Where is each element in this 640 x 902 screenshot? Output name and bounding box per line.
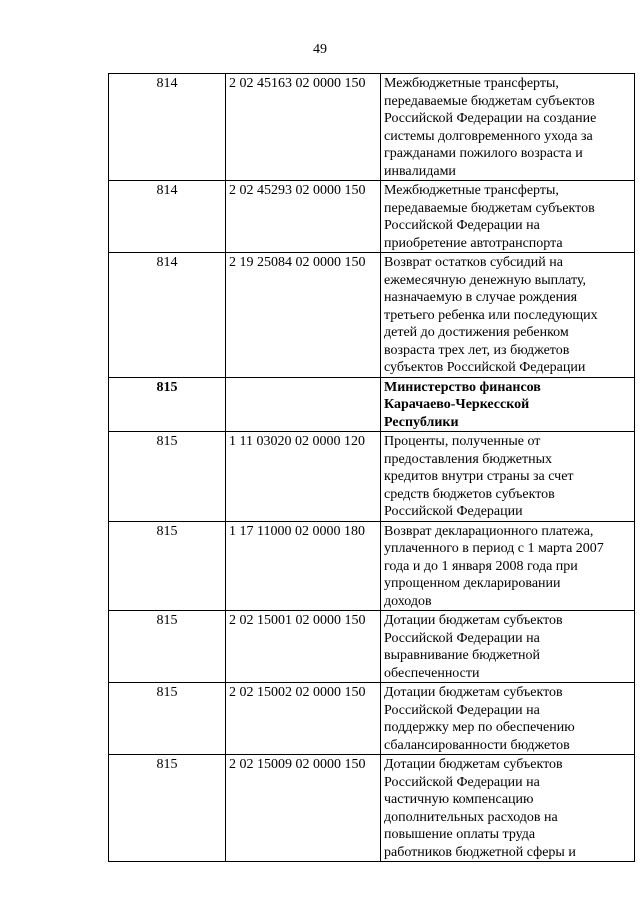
description-line: повышение оплаты труда [384,827,536,842]
description-line: Российской Федерации на создание [384,111,597,126]
budget-classification-code-cell: 1 17 11000 02 0000 180 [226,521,381,611]
description-line: доходов [384,593,432,609]
description-line: поддержку мер по обеспечению [384,720,575,735]
page-number: 49 [313,42,327,57]
description-line: Дотации бюджетам субъектов [384,685,563,700]
budget-classification-code-cell: 2 02 15009 02 0000 150 [226,755,381,862]
description-cell [381,181,635,253]
description-line: Российской Федерации [384,504,523,519]
admin-code-cell: 815 [109,521,226,611]
description-line: предоставления бюджетных [384,451,552,467]
description-line: сбалансированности бюджетов [384,737,570,753]
table-row [109,432,635,522]
description-line: средств бюджетов субъектов [384,486,555,502]
table-row [109,181,635,253]
description-cell [381,683,635,755]
table-row [109,611,635,683]
description-line: выравнивание бюджетной [384,648,540,663]
description-line: инвалидами [384,163,456,179]
description-line: Возврат остатков субсидий на [384,255,563,270]
description-line: работников бюджетной сферы и [384,844,576,860]
description-line: приобретение автотранспорта [384,235,563,251]
revenue-code-table [108,73,635,862]
table-row [109,377,635,432]
description-line: субъектов Российской Федерации [384,360,586,375]
description-cell [381,755,635,862]
description-line: дополнительных расходов на [384,809,558,825]
description-line: Дотации бюджетам субъектов [384,757,563,772]
budget-classification-code-cell: 2 02 45293 02 0000 150 [226,181,381,253]
budget-classification-code-cell: 2 19 25084 02 0000 150 [226,253,381,378]
admin-code-cell: 815 [109,377,226,432]
description-line: третьего ребенка или последующих [384,307,598,323]
description-cell [381,521,635,611]
description-line: Карачаево-Черкесской [384,397,530,412]
table-row [109,683,635,755]
description-line: Дотации бюджетам субъектов [384,613,563,628]
description-line: уплаченного в период с 1 марта 2007 [384,541,604,556]
description-cell [381,377,635,432]
budget-classification-code-cell: 2 02 15001 02 0000 150 [226,611,381,683]
budget-classification-code-cell: 2 02 15002 02 0000 150 [226,683,381,755]
admin-code-cell: 814 [109,74,226,181]
description-line: Межбюджетные трансферты, [384,183,559,198]
description-line: Возврат декларационного платежа, [384,523,594,539]
description-line: Межбюджетные трансферты, [384,76,559,91]
description-line: системы долговременного ухода за [384,128,593,144]
table-body [109,74,635,862]
description-line: Российской Федерации на [384,774,540,790]
admin-code-cell: 815 [109,683,226,755]
table-row [109,253,635,378]
budget-classification-code-cell [226,377,381,432]
admin-code-cell: 814 [109,181,226,253]
table-row [109,521,635,611]
admin-code-cell: 815 [109,755,226,862]
description-line: передаваемые бюджетам субъектов [384,93,595,109]
admin-code-cell: 815 [109,611,226,683]
table-row [109,755,635,862]
description-line: передаваемые бюджетам субъектов [384,200,595,216]
description-line: возраста трех лет, из бюджетов [384,342,570,358]
description-cell [381,611,635,683]
description-line: кредитов внутри страны за счет [384,469,574,484]
description-line: Российской Федерации на [384,218,540,233]
description-line: гражданами пожилого возраста и [384,146,583,161]
description-line: назначаемую в случае рождения [384,290,578,305]
description-line: Республики [384,414,459,430]
description-line: ежемесячную денежную выплату, [384,272,587,288]
description-line: года и до 1 января 2008 года при [384,558,578,574]
description-cell [381,253,635,378]
description-line: Российской Федерации на [384,630,540,646]
description-line: Проценты, полученные от [384,434,541,449]
description-cell [381,74,635,181]
description-line: Российской Федерации на [384,702,540,718]
description-line: Министерство финансов [384,379,541,395]
admin-code-cell: 815 [109,432,226,522]
description-line: детей до достижения ребенком [384,325,569,340]
budget-classification-code-cell: 1 11 03020 02 0000 120 [226,432,381,522]
admin-code-cell: 814 [109,253,226,378]
description-line: обеспеченности [384,665,480,681]
table-row [109,74,635,181]
budget-classification-code-cell: 2 02 45163 02 0000 150 [226,74,381,181]
description-cell [381,432,635,522]
description-line: упрощенном декларировании [384,576,561,591]
description-line: частичную компенсацию [384,792,534,807]
